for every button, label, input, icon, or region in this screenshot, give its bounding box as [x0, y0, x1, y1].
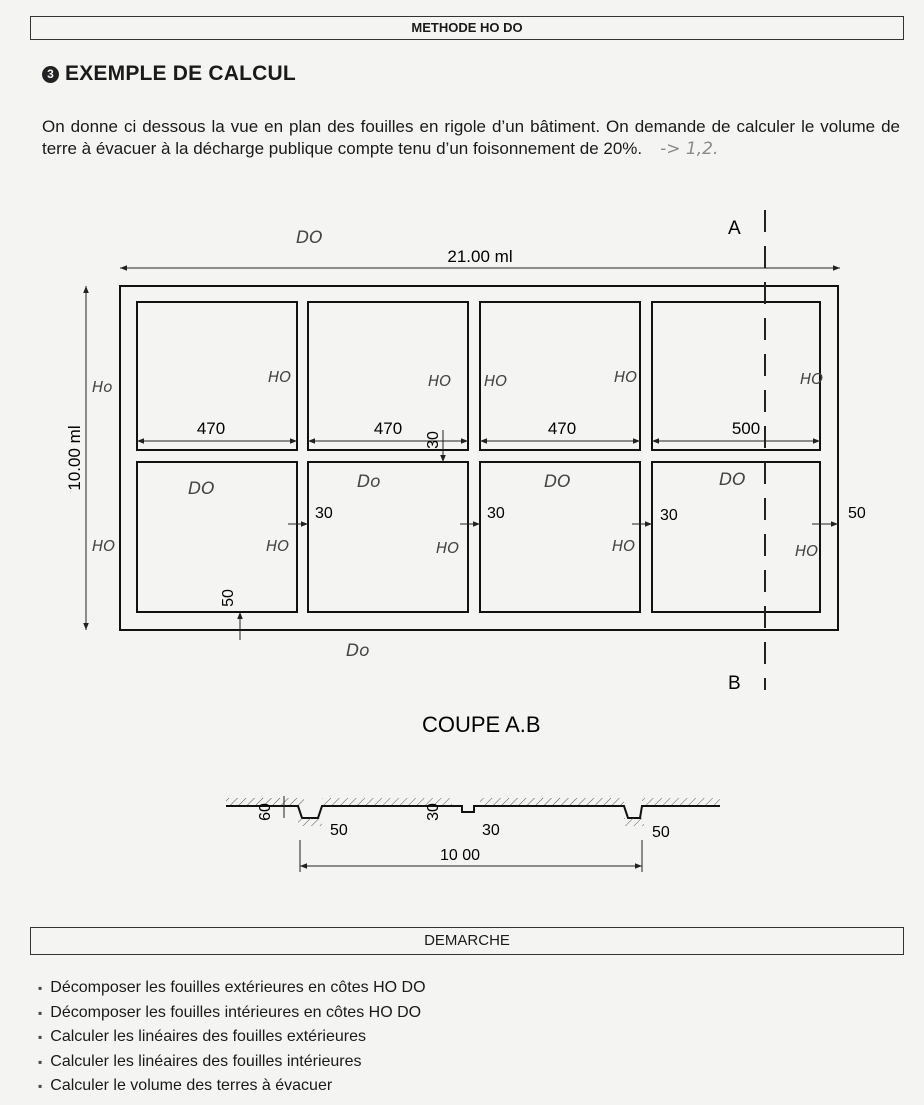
section-number-badge: 3 [42, 66, 59, 83]
wall-dim-1: 30 [315, 505, 333, 522]
ho-annotation: HO [266, 537, 290, 555]
coupe-width-right: 50 [652, 824, 670, 841]
section-title-text: EXEMPLE DE CALCUL [65, 62, 296, 85]
ho-annotation: HO [612, 537, 636, 555]
room-outlines [137, 302, 820, 612]
list-item: ▪ Décomposer les fouilles intérieures en côtes HO DO [38, 1001, 426, 1026]
ho-annotation: HO [268, 368, 292, 386]
coupe-total: 10 00 [439, 847, 481, 864]
demarche-steps [38, 976, 426, 1099]
wall-dim-3: 30 [660, 507, 678, 524]
list-item: ▪ Calculer le volume des terres à évacuer [38, 1074, 426, 1099]
ho-annotation: HO [484, 372, 508, 390]
room-dim-1: 470 [196, 419, 226, 438]
room-dim-3: 470 [547, 419, 577, 438]
coupe-width-left: 50 [330, 822, 348, 839]
overall-width-label: 10.00 ml [65, 425, 84, 491]
do-annotation: DO [188, 479, 215, 499]
intro-text: On donne ci dessous la vue en plan des fouilles en rigole d’un bâtiment. On demande de calculer le volume de terre à évacuer à la décharge publique compte tenu d’un foisonnement de 20%. [42, 117, 900, 158]
page-header: METHODE HO DO [30, 16, 904, 40]
cross-section-drawing [226, 798, 720, 826]
do-annotation: DO [296, 228, 323, 248]
handwritten-note: -> 1,2. [660, 139, 719, 159]
ho-annotation: HO [795, 542, 819, 560]
do-annotation: Do [346, 641, 370, 661]
overall-length-label: 21.00 ml [447, 247, 513, 266]
room-dim-2: 470 [373, 419, 403, 438]
do-annotation: Do [357, 472, 381, 492]
list-item: ▪ Calculer les linéaires des fouilles extérieures [38, 1025, 426, 1050]
ho-annotation: HO [800, 370, 824, 388]
wall-dim-5: 50 [220, 589, 237, 607]
ho-annotation: Ho [92, 378, 113, 396]
wall-dim-2: 30 [487, 505, 505, 522]
room-dim-4: 500 [731, 419, 761, 438]
ho-annotation: HO [428, 372, 452, 390]
list-item: ▪ Calculer les linéaires des fouilles intérieures [38, 1050, 426, 1075]
wall-dim-vertical: 30 [425, 431, 442, 449]
do-annotation: DO [719, 470, 746, 490]
demarche-header: DEMARCHE [30, 927, 904, 955]
section-label-b: B [728, 673, 741, 694]
ho-annotation: HO [614, 368, 638, 386]
coupe-depth-inner: 30 [425, 803, 442, 821]
section-title: COUPE A.B [422, 712, 541, 737]
list-item: ▪ Décomposer les fouilles extérieures en côtes HO DO [38, 976, 426, 1001]
ho-annotation: HO [436, 539, 460, 557]
room-6 [308, 462, 468, 612]
wall-dim-4: 50 [848, 505, 866, 522]
coupe-depth-outer: 60 [257, 803, 274, 821]
ho-annotation: HO [92, 537, 116, 555]
coupe-width-inner: 30 [482, 822, 500, 839]
do-annotation: DO [544, 472, 571, 492]
section-label-a: A [728, 218, 741, 239]
